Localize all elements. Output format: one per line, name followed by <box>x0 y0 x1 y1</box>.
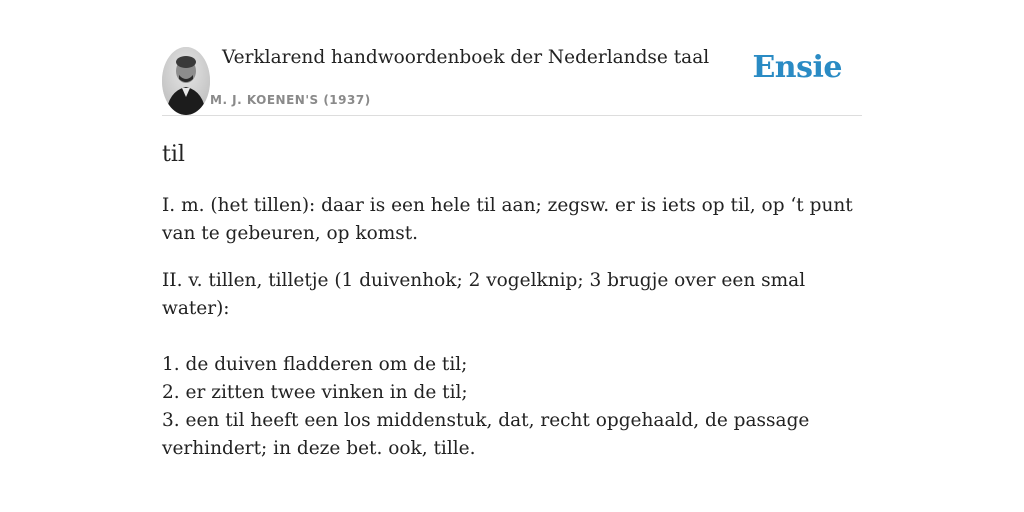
example-item: 3. een til heeft een los middenstuk, dat, recht opgehaald, de passage verhindert; in deze bet. ook, tille. <box>162 410 810 459</box>
book-subtitle: M. J. KOENEN'S (1937) <box>210 93 371 107</box>
example-list <box>162 351 862 463</box>
example-item: 2. er zitten twee vinken in de til; <box>162 382 468 403</box>
headword: til <box>162 142 185 167</box>
author-portrait-icon <box>162 47 210 115</box>
page <box>162 0 862 512</box>
brand-logo-link[interactable]: Ensie <box>752 50 842 85</box>
book-title: Verklarend handwoordenboek der Nederlandse taal <box>222 47 710 68</box>
header <box>162 0 862 116</box>
sense-2: II. v. tillen, tilletje (1 duivenhok; 2 vogelknip; 3 brugje over een smal water): <box>162 270 806 319</box>
sense-1: I. m. (het tillen): daar is een hele til aan; zegsw. er is iets op til, op ‘t punt van te gebeuren, op komst. <box>162 195 853 244</box>
example-item: 1. de duiven fladderen om de til; <box>162 354 468 375</box>
entry-content <box>162 140 862 463</box>
